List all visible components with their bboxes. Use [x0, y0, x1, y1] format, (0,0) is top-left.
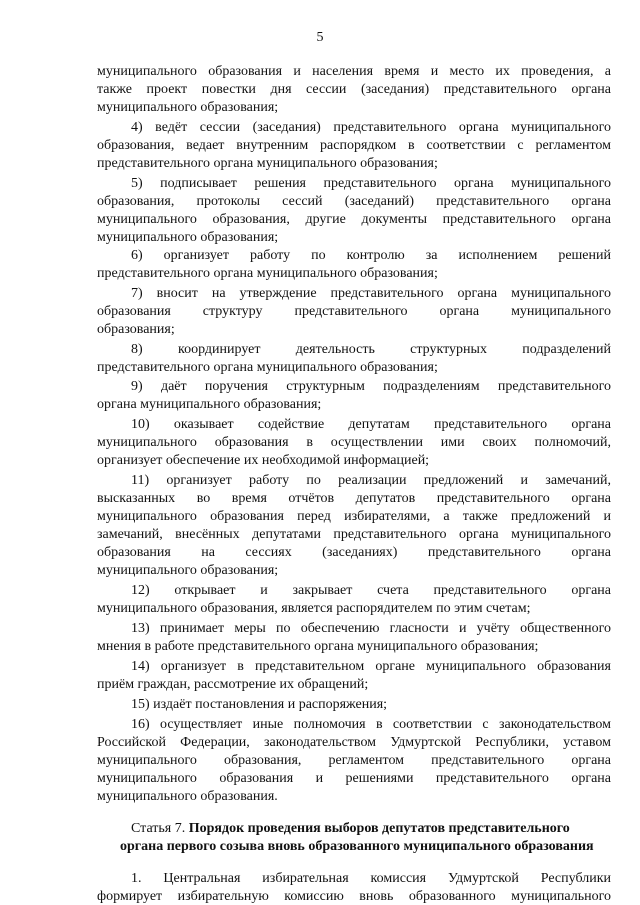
text-line: образования, ведает внутренним распорядком в соответствии с регламентом	[97, 138, 611, 153]
text-line: 13) принимает меры по обеспечению гласности и учёту общественного	[131, 621, 611, 636]
article-heading	[131, 821, 611, 837]
text-line: 9) даёт поручения структурным подразделениям представительного	[131, 379, 611, 394]
text-line: организует обеспечение их необходимой информацией;	[97, 453, 430, 468]
text-line: муниципального образования в осуществлении ими своих полномочий,	[97, 435, 611, 450]
text-line: высказанных во время отчётов депутатов представительного органа	[97, 491, 611, 506]
text-line: 8) координирует деятельность структурных подразделений	[131, 342, 611, 357]
text-line: также проект повестки дня сессии (заседания) представительного органа	[97, 82, 611, 97]
article-prefix: Статья 7.	[131, 821, 189, 836]
text-line: 16) осуществляет иные полномочия в соответствии с законодательством	[131, 717, 611, 732]
text-line: формирует избирательную комиссию вновь образованного муниципального	[97, 889, 611, 904]
text-line: 14) организует в представительном органе муниципального образования	[131, 659, 611, 674]
text-line: представительного органа муниципального образования;	[97, 360, 438, 375]
article-title-line1: Порядок проведения выборов депутатов представительного	[188, 821, 570, 836]
text-line: 12) открывает и закрывает счета представительного органа	[131, 583, 611, 598]
text-line: муниципального образования;	[97, 100, 279, 115]
text-line: муниципального образования;	[97, 563, 279, 578]
text-line: образования, протоколы сессий (заседаний) представительного органа	[97, 194, 611, 209]
text-line: образования;	[97, 322, 175, 337]
text-line: муниципального образования;	[97, 230, 279, 245]
text-line: замечаний, внесённых депутатами представительного органа муниципального	[97, 527, 611, 542]
text-line: муниципального образования и населения время и место их проведения, а	[97, 64, 611, 79]
text-line: муниципального образования и решениями представительного органа	[97, 771, 611, 786]
text-line: муниципального образования, другие документы представительного органа	[97, 212, 611, 227]
text-line: 4) ведёт сессии (заседания) представительного органа муниципального	[131, 120, 611, 135]
text-line: образования на сессиях (заседаниях) представительного органа	[97, 545, 611, 560]
text-line: органа муниципального образования;	[97, 397, 322, 412]
text-line: мнения в работе представительного органа муниципального образования;	[97, 639, 539, 654]
text-line: муниципального образования перед избирателями, а также предложений и	[97, 509, 611, 524]
text-line: 15) издаёт постановления и распоряжения;	[131, 697, 388, 712]
text-line: 11) организует работу по реализации предложений и замечаний,	[131, 473, 611, 488]
text-line: муниципального образования.	[97, 789, 278, 804]
text-line: 10) оказывает содействие депутатам представительного органа	[131, 417, 611, 432]
text-line: муниципального образования, является распорядителем по этим счетам;	[97, 601, 531, 616]
text-line: Российской Федерации, законодательством Удмуртской Республики, уставом	[97, 735, 611, 750]
text-line: представительного органа муниципального образования;	[97, 156, 438, 171]
text-line: 7) вносит на утверждение представительного органа муниципального	[131, 286, 611, 301]
text-line: приём граждан, рассмотрение их обращений;	[97, 677, 369, 692]
page-number: 5	[316, 30, 324, 45]
text-line: муниципального образования, регламентом представительного органа	[97, 753, 611, 768]
text-line: 6) организует работу по контролю за исполнением решений	[131, 248, 611, 263]
text-line: 1. Центральная избирательная комиссия Удмуртской Республики	[131, 871, 611, 886]
text-line: представительного органа муниципального образования;	[97, 266, 438, 281]
article-title-line2: органа первого созыва вновь образованного муниципального образования	[120, 839, 594, 854]
text-line: 5) подписывает решения представительного органа муниципального	[131, 176, 611, 191]
text-line: образования структуру представительного органа муниципального	[97, 304, 611, 319]
